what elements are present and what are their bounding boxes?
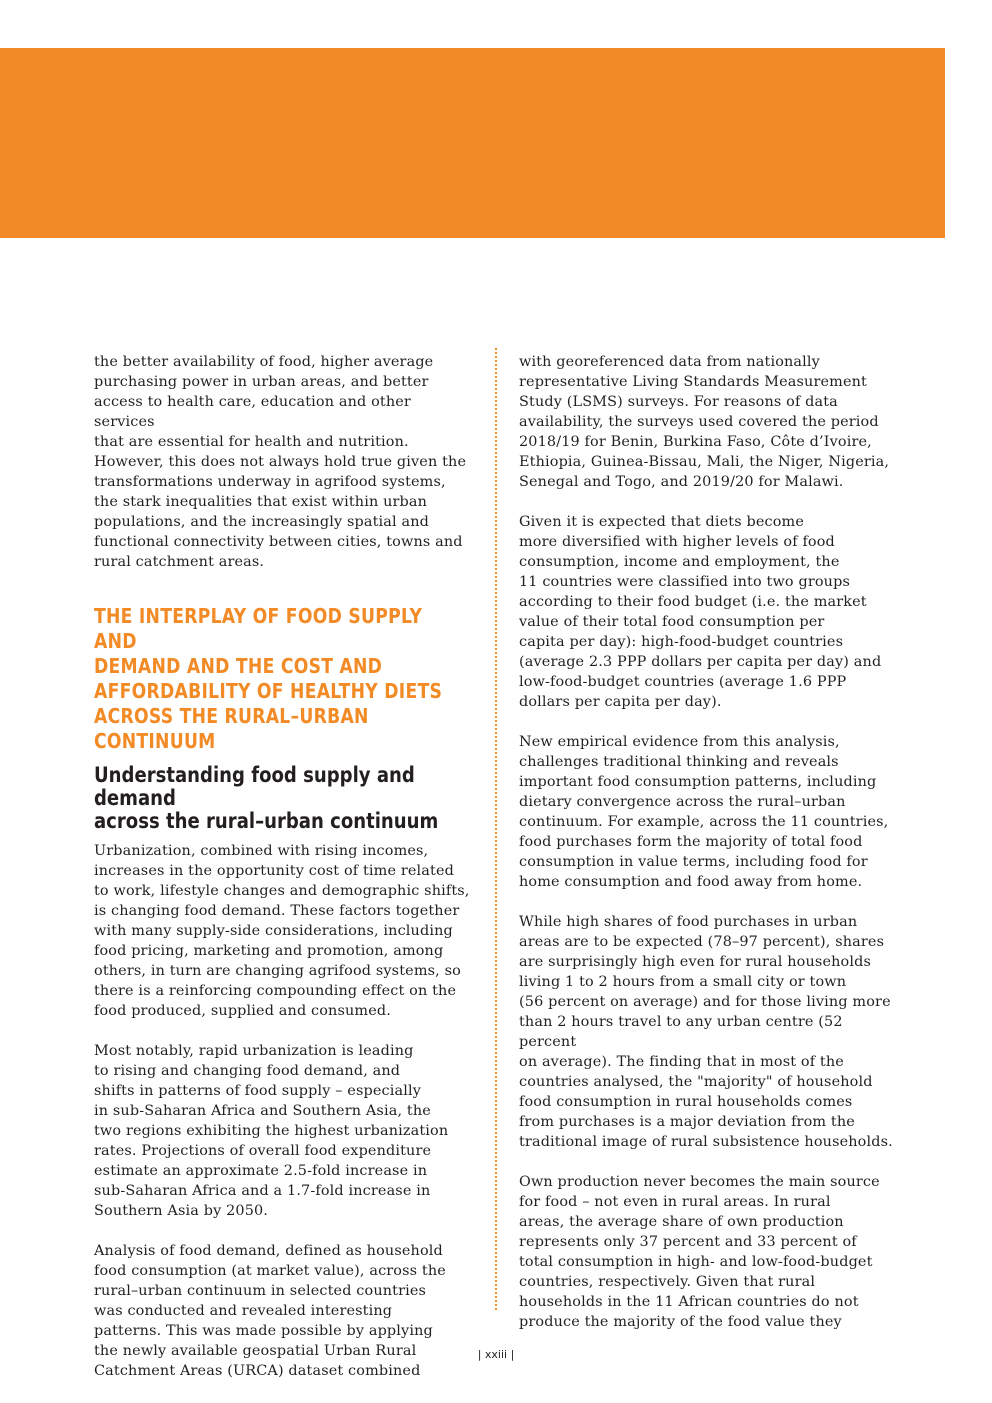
section-title: THE INTERPLAY OF FOOD SUPPLY AND DEMAND AND THE COST AND AFFORDABILITY OF HEALTHY DIETS ACROSS THE RURAL–URBAN CONTINUUM — [94, 604, 443, 753]
left-column — [94, 352, 474, 1401]
body-paragraph: Urbanization, combined with rising incomes, increases in the opportunity cost of time related to work, lifestyle changes and demographic shifts, is changing food demand. These factors together with many supply-side considerations, including food pricing, marketing and promotion, among others, in turn are changing agrifood systems, so there is a reinforcing compounding effect on the food produced, supplied and consumed. — [94, 843, 470, 1019]
body-paragraph: New empirical evidence from this analysis, challenges traditional thinking and reveals important food consumption patterns, including dietary convergence across the rural–urban continuum. For example, across the 11 countries, food purchases form the majority of total food consumption in value terms, including food for home consumption and food away from home. — [519, 734, 889, 890]
page-number: | xxiii | — [477, 1348, 515, 1361]
intro-paragraph: the better availability of food, higher average purchasing power in urban areas, and better access to health care, education and other services that are essential for health and nutrition. However, this does not always hold true given the transformations underway in agrifood systems, the stark inequalities that exist within urban populations, and the increasingly spatial and functional connectivity between cities, towns and rural catchment areas. — [94, 354, 467, 570]
right-column — [519, 352, 904, 1352]
body-paragraph: While high shares of food purchases in urban areas are to be expected (78–97 percent), shares are surprisingly high even for rural households living 1 to 2 hours from a small city or town (56 percent on average) and for those living more than 2 hours travel to any urban centre (52 percent on average). The finding that in most of the countries analysed, the "majority" of household food consumption in rural households comes from purchases is a major deviation from the traditional image of rural subsistence households. — [519, 914, 893, 1150]
body-paragraph: with georeferenced data from nationally representative Living Standards Measurement Study (LSMS) surveys. For reasons of data availability, the surveys used covered the period 2018/19 for Benin, Burkina Faso, Côte d’Ivoire, Ethiopia, Guinea-Bissau, Mali, the Niger, Nigeria, Senegal and Togo, and 2019/20 for Malawi. — [519, 354, 890, 490]
body-paragraph: Given it is expected that diets become more diversified with higher levels of food consumption, income and employment, the 11 countries were classified into two groups according to their food budget (i.e. the market value of their total food consumption per capita per day): high-food-budget countries (average 2.3 PPP dollars per capita per day) and low-food-budget countries (average 1.6 PPP dollars per capita per day). — [519, 514, 882, 710]
body-paragraph: Analysis of food demand, defined as household food consumption (at market value), across the rural–urban continuum in selected countries was conducted and revealed interesting patterns. This was made possible by applying the newly available geospatial Urban Rural Catchment Areas (URCA) dataset combined — [94, 1243, 446, 1379]
sub-title: Understanding food supply and demand across the rural–urban continuum — [94, 763, 439, 833]
column-divider — [495, 348, 497, 1310]
header-banner — [0, 48, 945, 238]
body-paragraph: Own production never becomes the main source for food – not even in rural areas. In rural areas, the average share of own production represents only 37 percent and 33 percent of total consumption in high- and low-food-budget countries, respectively. Given that rural households in the 11 African countries do not produce the majority of the food value they — [519, 1174, 880, 1330]
body-paragraph: Most notably, rapid urbanization is leading to rising and changing food demand, and shifts in patterns of food supply – especially in sub-Saharan Africa and Southern Asia, the two regions exhibiting the highest urbanization rates. Projections of overall food expenditure estimate an approximate 2.5-fold increase in sub-Saharan Africa and a 1.7-fold increase in Southern Asia by 2050. — [94, 1043, 449, 1219]
